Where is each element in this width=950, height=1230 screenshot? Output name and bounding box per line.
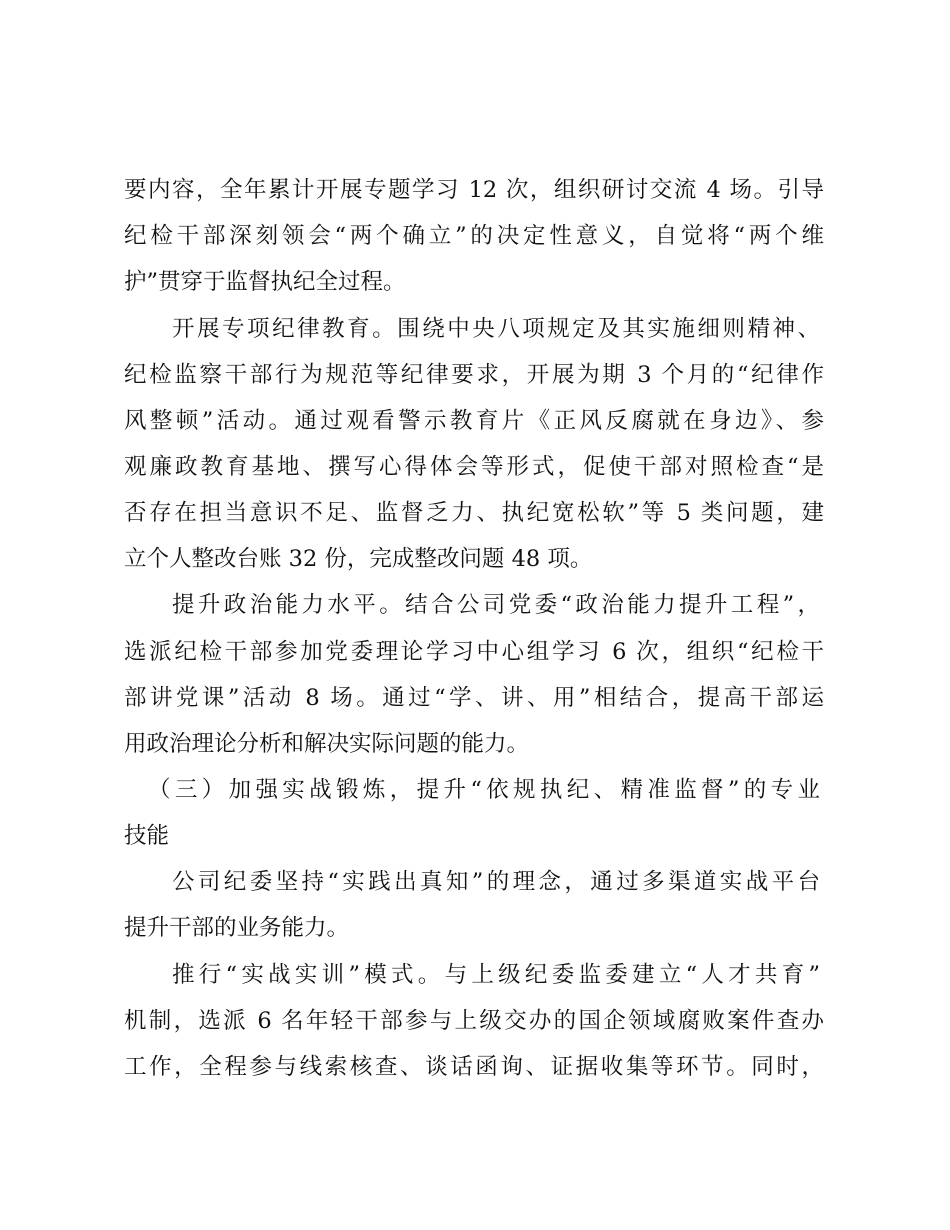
body-text-line: 工作，全程参与线索核查、谈话函询、证据收集等环节。同时， <box>124 1054 824 1080</box>
body-text-line: 开展专项纪律教育。围绕中央八项规定及其实施细则精神、 <box>172 316 820 342</box>
body-text-line: 部讲党课”活动 8 场。通过“学、讲、用”相结合，提高干部运 <box>124 685 824 711</box>
body-text-line: 公司纪委坚持“实践出真知”的理念，通过多渠道实战平台 <box>172 869 820 895</box>
body-text-line: 提升政治能力水平。结合公司党委“政治能力提升工程”， <box>172 592 820 618</box>
body-text-line: 纪检监察干部行为规范等纪律要求，开展为期 3 个月的“纪律作 <box>124 362 824 388</box>
body-text-line: 要内容，全年累计开展专题学习 12 次，组织研讨交流 4 场。引导 <box>124 177 824 203</box>
body-text-line: 否存在担当意识不足、监督乏力、执纪宽松软”等 5 类问题，建 <box>124 500 824 526</box>
body-text-line: 立个人整改台账 32 份，完成整改问题 48 项。 <box>124 546 593 572</box>
section-heading-line: （三）加强实战锻炼，提升“依规执纪、精准监督”的专业 <box>148 777 820 803</box>
body-text-line: 纪检干部深刻领会“两个确立”的决定性意义，自觉将“两个维 <box>124 223 824 249</box>
body-text-line: 选派纪检干部参加党委理论学习中心组学习 6 次，组织“纪检干 <box>124 639 824 665</box>
section-heading-line: 技能 <box>124 823 170 849</box>
body-text-line: 观廉政教育基地、撰写心得体会等形式，促使干部对照检查“是 <box>124 454 824 480</box>
body-text-line: 风整顿”活动。通过观看警示教育片《正风反腐就在身边》、参 <box>124 408 824 434</box>
body-text-line: 护”贯穿于监督执纪全过程。 <box>124 269 406 295</box>
body-text-line: 推行“实战实训”模式。与上级纪委监委建立“人才共育” <box>172 962 820 988</box>
body-text-line: 用政治理论分析和解决实际问题的能力。 <box>124 731 530 757</box>
body-text-line: 机制，选派 6 名年轻干部参与上级交办的国企领域腐败案件查办 <box>124 1008 824 1034</box>
body-text-line: 提升干部的业务能力。 <box>124 915 350 941</box>
